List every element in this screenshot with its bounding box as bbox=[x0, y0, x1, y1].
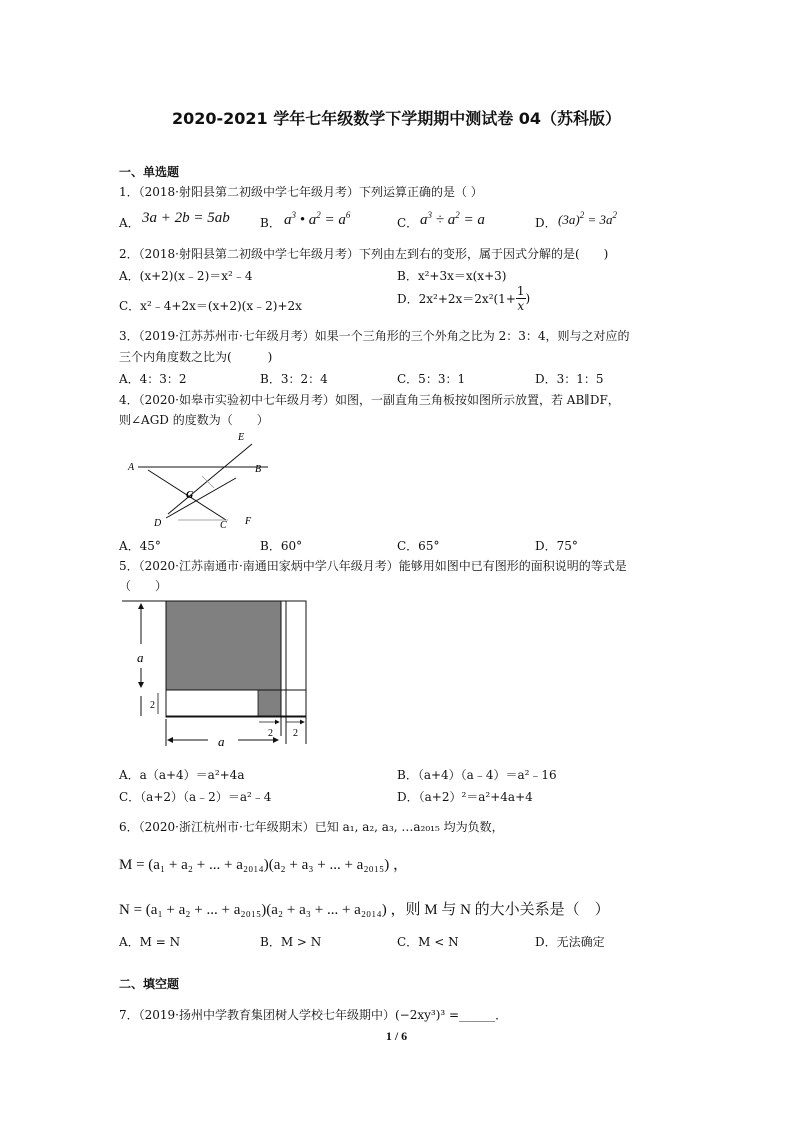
q6-option-c: C．M < N bbox=[397, 935, 459, 949]
q7-stem: 7．（2019·扬州中学教育集团树人学校七年级期中）(−2xy³)³ =______． bbox=[119, 1008, 508, 1022]
label-c: C bbox=[220, 520, 227, 531]
label-e: E bbox=[238, 432, 245, 443]
q1-option-b-math: $a^3$ • $a^2 = a^6$ bbox=[284, 210, 351, 228]
label-a: A bbox=[128, 462, 135, 473]
q1-option-a: A． bbox=[119, 216, 140, 230]
q4-option-d: D．75° bbox=[535, 539, 578, 553]
q5-option-d: D．（a+2）²＝a²+4a+4 bbox=[397, 790, 533, 804]
q4-option-a: A．45° bbox=[119, 539, 161, 553]
shaded-square-a bbox=[166, 601, 281, 690]
q5-option-b: B．（a+4）（a﹣4）＝a²﹣16 bbox=[397, 768, 557, 782]
q6-option-b: B．M > N bbox=[260, 935, 322, 949]
q4-triangle-figure bbox=[118, 428, 278, 534]
label-d: D bbox=[154, 518, 162, 529]
label-b: B bbox=[255, 464, 262, 475]
line-d-inner bbox=[166, 478, 236, 518]
label-2-left: 2 bbox=[150, 700, 155, 711]
line-e-d bbox=[168, 444, 252, 514]
q3-option-a: A．4：3：2 bbox=[119, 372, 187, 386]
q3-stem-line1: 3．（2019·江苏苏州市·七年级月考）如果一个三角形的三个外角之比为 2：3：4，则与之对应的 bbox=[119, 329, 630, 343]
q3-option-d: D．3：1：5 bbox=[535, 372, 604, 386]
q3-stem-line2: 三个内角度数之比为( ) bbox=[119, 350, 273, 364]
q4-stem-line2: 则∠AGD 的度数为（ ） bbox=[119, 413, 269, 427]
q5-area-figure bbox=[118, 596, 318, 752]
q2-stem: 2．（2018·射阳县第二初级中学七年级月考）下列由左到右的变形，属于因式分解的是( ) bbox=[119, 247, 609, 261]
q2-option-b: B．x²+3x＝x(x+3) bbox=[397, 269, 507, 283]
q6-stem: 6．（2020·浙江杭州市·七年级期末）已知 a₁, a₂, a₃, …a₂₀₁₅ 均为负数， bbox=[119, 820, 504, 834]
q4-stem-line1: 4．（2020·如皋市实验初中七年级月考）如图，一副直角三角板按如图所示放置，若 AB∥DF， bbox=[119, 393, 620, 407]
q1-stem: 1．（2018·射阳县第二初级中学七年级月考）下列运算正确的是（ ） bbox=[119, 185, 483, 199]
label-2-bottom-1: 2 bbox=[268, 728, 273, 739]
q5-stem-line2: （ ） bbox=[119, 579, 168, 593]
q6-line-n: N = (a₁ + a₂ + ... + a₂₀₁₅)(a₂ + a₃ + ... + a₂₀₁₄) ，则 M 与 N 的大小关系是（ ） bbox=[119, 902, 610, 918]
q1-option-a-math: 3a + 2b = 5ab bbox=[142, 210, 230, 226]
q1-option-d-math: $(3a)^2 = 3a^2$ bbox=[558, 210, 617, 227]
label-g: G bbox=[186, 490, 194, 501]
q2-option-c: C．x²﹣4+2x＝(x+2)(x﹣2)+2x bbox=[119, 299, 302, 313]
label-f: F bbox=[245, 516, 252, 527]
q1-option-c: C． bbox=[397, 216, 419, 230]
q5-stem-line1: 5．（2020·江苏南通市·南通田家炳中学八年级月考）能够用如图中已有图形的面积说明的等式是 bbox=[119, 559, 627, 573]
section-heading-single-choice: 一、单选题 bbox=[119, 165, 180, 179]
q4-option-c: C．65° bbox=[397, 539, 440, 553]
q1-option-b: B． bbox=[260, 216, 281, 230]
q3-option-b: B．3：2：4 bbox=[260, 372, 328, 386]
q1-option-d: D． bbox=[535, 216, 557, 230]
q6-option-d: D．无法确定 bbox=[535, 935, 605, 949]
page-title: 2020-2021 学年七年级数学下学期期中测试卷 04（苏科版） bbox=[171, 109, 622, 128]
section-heading-fill-in: 二、填空题 bbox=[119, 977, 180, 991]
q6-line-m: M = (a₁ + a₂ + ... + a₂₀₁₄)(a₂ + a₃ + ... + a₂₀₁₅) ， bbox=[119, 857, 408, 873]
q6-option-a: A．M = N bbox=[119, 935, 181, 949]
label-2-bottom-2: 2 bbox=[293, 728, 298, 739]
label-a-bottom: a bbox=[218, 734, 225, 749]
label-a-left: a bbox=[137, 650, 144, 665]
q5-option-c: C．（a+2）（a﹣2）＝a²﹣4 bbox=[119, 790, 272, 804]
q5-option-a: A．a（a+4）＝a²+4a bbox=[119, 768, 245, 782]
q1-option-c-math: $a^3 \div a^2 = a$ bbox=[420, 210, 485, 228]
shaded-small-square bbox=[258, 690, 281, 716]
page-number: 1 / 6 bbox=[385, 1029, 408, 1043]
q2-option-a: A．(x+2)(x﹣2)＝x²﹣4 bbox=[119, 269, 253, 283]
q2-option-d: D．2x²+2x＝2x²(1+ $\frac{1}{x}$ ) bbox=[397, 284, 531, 313]
q3-option-c: C．5：3：1 bbox=[397, 372, 466, 386]
q4-option-b: B．60° bbox=[260, 539, 303, 553]
